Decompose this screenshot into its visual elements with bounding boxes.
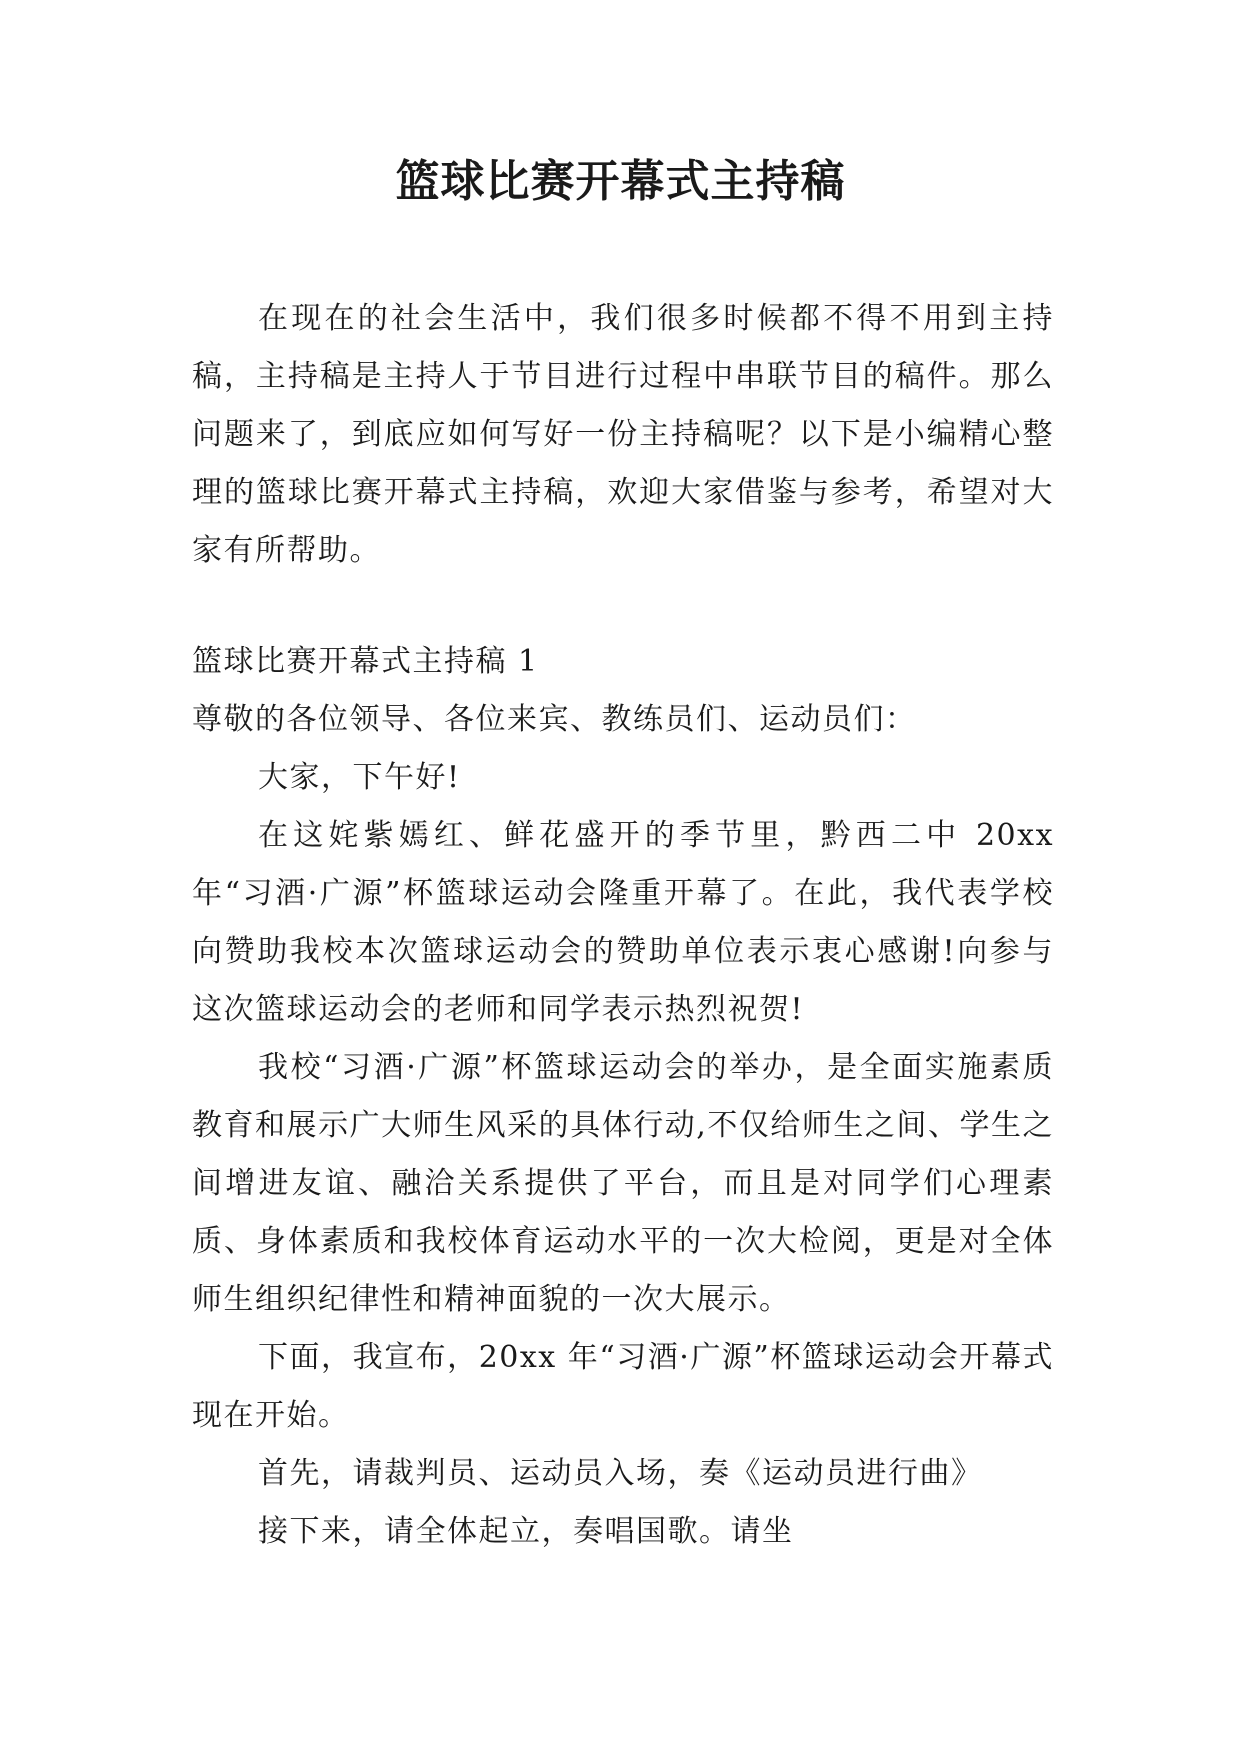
document-title: 篮球比赛开幕式主持稿 [395,156,846,207]
significance-paragraph: 我校“习酒·广源”杯篮球运动会的举办，是全面实施素质教育和展示广大师生风采的具体行动,不仅给师生之间、学生之间增进友谊、融洽关系提供了平台，而且是对同学们心理素质、身体素质和我校体育运动水平的一次大检阅，更是对全体师生组织纪律性和精神面貌的一次大展示。 [192,1050,1054,1317]
procedure-line-1: 首先，请裁判员、运动员入场，奏《运动员进行曲》 [258,1456,983,1491]
greeting-line: 大家，下午好! [258,760,461,795]
intro-paragraph: 在现在的社会生活中，我们很多时候都不得不用到主持稿，主持稿是主持人于节目进行过程中串联节目的稿件。那么问题来了，到底应如何写好一份主持稿呢？以下是小编精心整理的篮球比赛开幕式主持稿，欢迎大家借鉴与参考，希望对大家有所帮助。 [192,301,1054,568]
salutation-line: 尊敬的各位领导、各位来宾、教练员们、运动员们： [192,702,917,737]
section-heading: 篮球比赛开幕式主持稿 1 [192,644,539,679]
announcement-paragraph: 下面，我宣布，20xx 年“习酒·广源”杯篮球运动会开幕式现在开始。 [192,1340,1054,1433]
opening-paragraph: 在这姹紫嫣红、鲜花盛开的季节里，黔西二中 20xx 年“习酒·广源”杯篮球运动会隆重开幕了。在此，我代表学校向赞助我校本次篮球运动会的赞助单位表示衷心感谢!向参与这次篮球运动会的老师和同学表示热烈祝贺! [192,818,1054,1027]
procedure-line-2: 接下来，请全体起立，奏唱国歌。请坐 [258,1514,794,1549]
